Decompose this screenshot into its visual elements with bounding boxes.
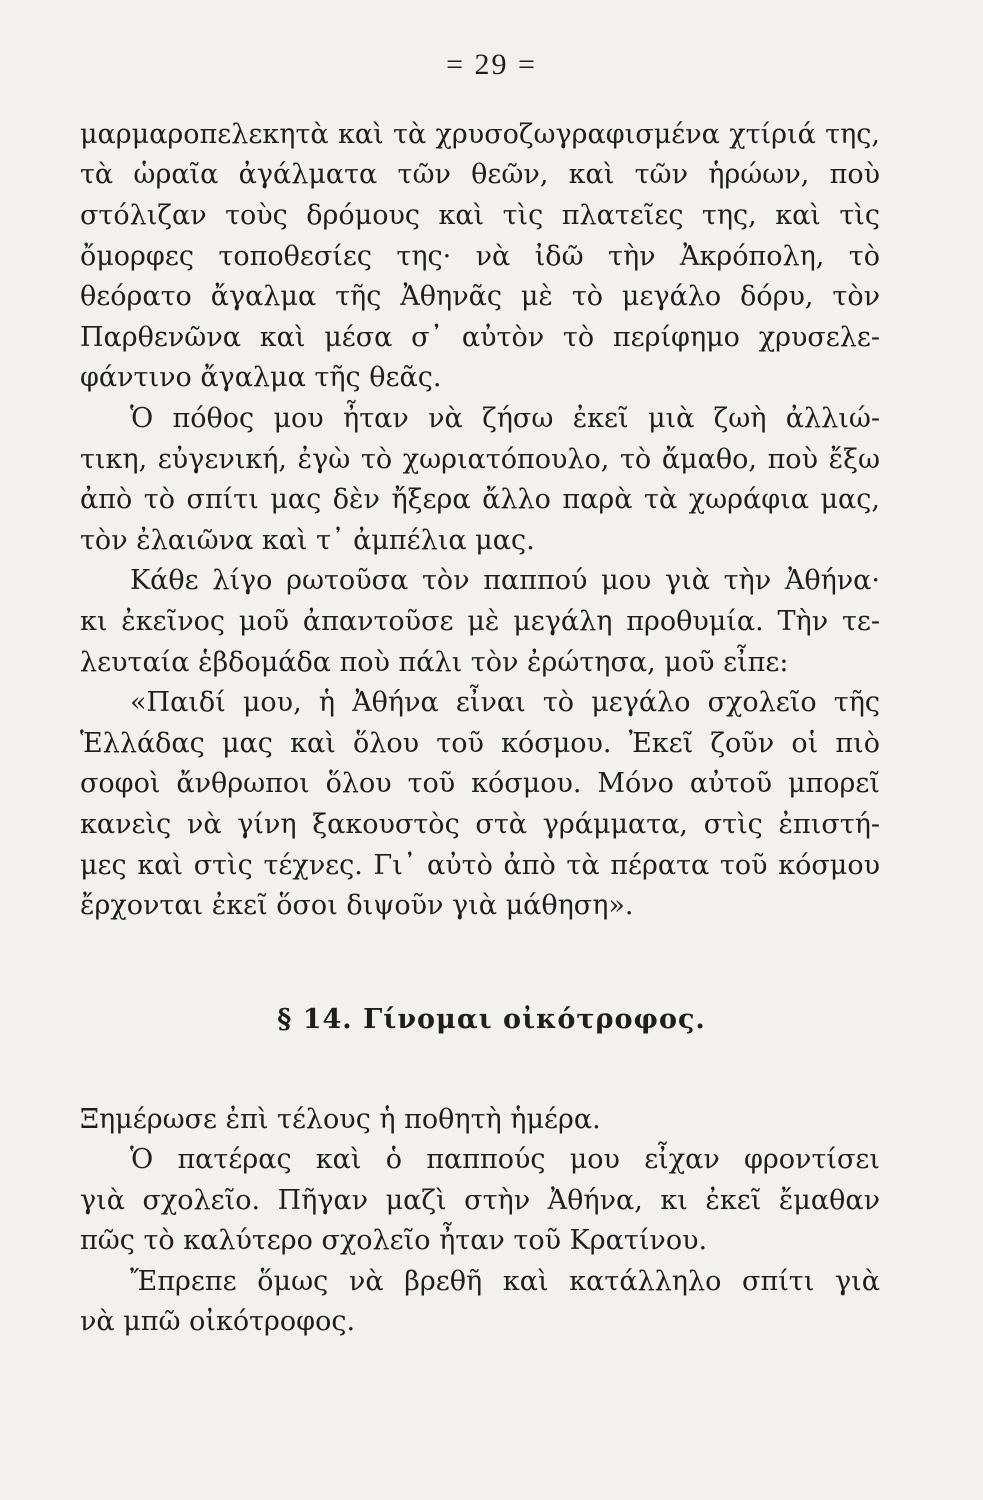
text-line: Ξημέρωσε ἐπὶ τέλους ἡ ποθητὴ ἡμέρα. — [80, 1104, 601, 1135]
page-number: = 29 = — [446, 48, 537, 81]
text-line: θεόρατο ἄγαλμα τῆς Ἀθηνᾶς μὲ τὸ μεγάλο δόρυ, τὸν — [80, 281, 880, 312]
text-line: κι ἐκεῖνος μοῦ ἀπαντοῦσε μὲ μεγάλη προθυμία. Τὴν τε- — [80, 606, 880, 637]
text-line: μες καὶ στὶς τέχνες. Γι᾽ αὐτὸ ἀπὸ τὰ πέρατα τοῦ κόσμου — [80, 850, 880, 881]
text-line: νὰ μπῶ οἰκότροφος. — [80, 1306, 356, 1337]
text-line: γιὰ σχολεῖο. Πῆγαν μαζὶ στὴν Ἀθήνα, κι ἐκεῖ ἔμαθαν — [80, 1185, 880, 1216]
paragraph-first-line: «Παιδί μου, ἡ Ἀθήνα εἶναι τὸ μεγάλο σχολεῖο τῆς — [130, 687, 880, 718]
text-line: ἀπὸ τὸ σπίτι μας δὲν ἤξερα ἄλλο παρὰ τὰ χωράφια μας, — [80, 484, 880, 515]
text-line: στόλιζαν τοὺς δρόμους καὶ τὶς πλατεῖες της, καὶ τὶς — [80, 200, 880, 231]
paragraph-first-line: Ὁ πόθος μου ἦταν νὰ ζήσω ἐκεῖ μιὰ ζωὴ ἀλλιώ- — [130, 403, 880, 434]
text-line: σοφοὶ ἄνθρωποι ὅλου τοῦ κόσμου. Μόνο αὐτοῦ μπορεῖ — [80, 768, 880, 799]
paragraph-first-line: Ἔπρεπε ὅμως νὰ βρεθῆ καὶ κατάλληλο σπίτι γιὰ — [130, 1266, 880, 1297]
text-line: ὄμορφες τοποθεσίες της· νὰ ἰδῶ τὴν Ἀκρόπολη, τὸ — [80, 241, 880, 272]
section-heading: § 14. Γίνομαι οἰκότροφος. — [277, 1004, 706, 1035]
text-line: λευταία ἑβδομάδα ποὺ πάλι τὸν ἐρώτησα, μοῦ εἶπε: — [80, 647, 789, 678]
text-line: ἔρχονται ἐκεῖ ὅσοι διψοῦν γιὰ μάθηση». — [80, 890, 634, 921]
text-line: Ἑλλάδας μας καὶ ὅλου τοῦ κόσμου. Ἐκεῖ ζοῦν οἱ πιὸ — [80, 728, 880, 759]
text-line: φάντινο ἄγαλμα τῆς θεᾶς. — [80, 362, 442, 393]
paragraph-first-line: Κάθε λίγο ρωτοῦσα τὸν παππού μου γιὰ τὴν Ἀθήνα· — [130, 565, 880, 596]
text-line: πῶς τὸ καλύτερο σχολεῖο ἦταν τοῦ Κρατίνου. — [80, 1225, 708, 1256]
text-line: τὸν ἐλαιῶνα καὶ τ᾽ ἀμπέλια μας. — [80, 525, 535, 556]
text-line: τὰ ὡραῖα ἀγάλματα τῶν θεῶν, καὶ τῶν ἡρώων, ποὺ — [80, 159, 880, 190]
paragraph-first-line: Ὁ πατέρας καὶ ὁ παππούς μου εἶχαν φροντίσει — [130, 1144, 880, 1175]
text-line: μαρμαροπελεκητὰ καὶ τὰ χρυσοζωγραφισμένα χτίριά της, — [80, 119, 880, 150]
text-line: Παρθενῶνα καὶ μέσα σ᾽ αὐτὸν τὸ περίφημο χρυσελε- — [80, 322, 880, 353]
text-line: τικη, εὐγενική, ἐγὼ τὸ χωριατόπουλο, τὸ ἄμαθο, ποὺ ἔξω — [80, 444, 880, 475]
text-line: κανεὶς νὰ γίνη ξακουστὸς στὰ γράμματα, στὶς ἐπιστή- — [80, 809, 880, 840]
